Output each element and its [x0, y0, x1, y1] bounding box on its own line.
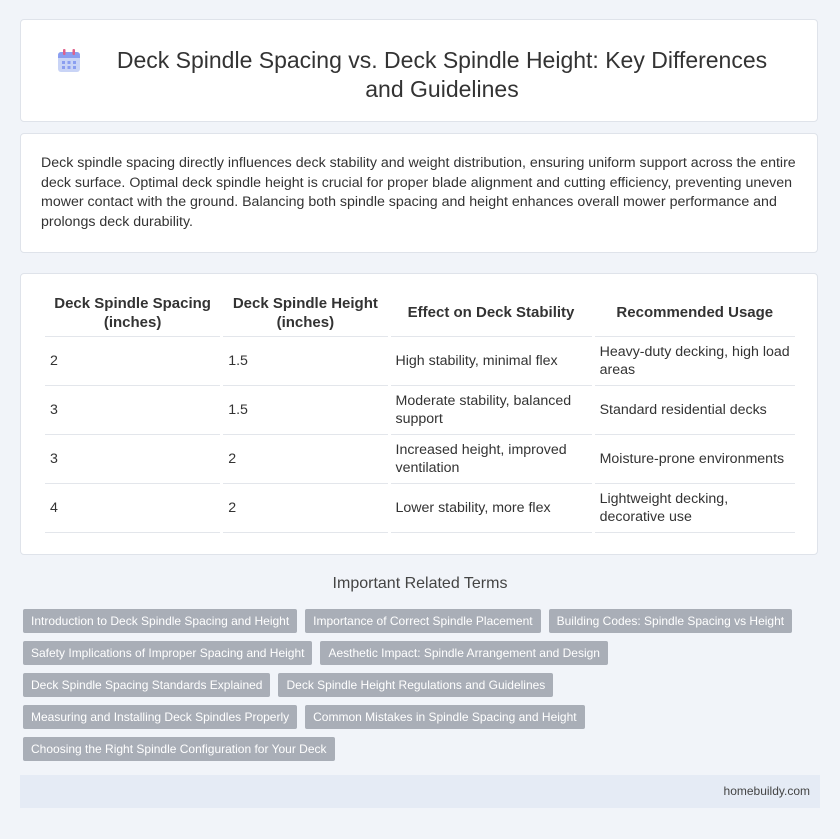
- related-term-tag[interactable]: Choosing the Right Spindle Configuration for Your Deck: [23, 737, 335, 761]
- title-card: [20, 19, 818, 122]
- footer: [20, 775, 820, 808]
- cell-spacing: 3: [45, 386, 220, 435]
- cell-height: 1.5: [223, 337, 387, 386]
- calendar-icon: [56, 48, 82, 74]
- cell-usage: Heavy-duty decking, high load areas: [595, 337, 795, 386]
- cell-spacing: 3: [45, 435, 220, 484]
- intro-paragraph: Deck spindle spacing directly influences deck stability and weight distribution, ensuring uniform support across the entire deck surface. Optimal deck spindle height is crucial for proper blade alignment and cutting efficiency, preventing uneven mower contact with the ground. Balancing both spindle spacing and height enhances overall mower performance and prolongs deck durability.: [41, 155, 796, 230]
- related-term-tag[interactable]: Building Codes: Spindle Spacing vs Height: [549, 609, 792, 633]
- table-row: [45, 386, 795, 435]
- header-spacing: Deck Spindle Spacing (inches): [45, 289, 220, 337]
- related-term-tag[interactable]: Safety Implications of Improper Spacing and Height: [23, 641, 312, 665]
- header-usage: Recommended Usage: [595, 289, 795, 337]
- header-height: Deck Spindle Height (inches): [223, 289, 387, 337]
- cell-spacing: 2: [45, 337, 220, 386]
- header-effect: Effect on Deck Stability: [391, 289, 592, 337]
- cell-effect: Lower stability, more flex: [391, 484, 592, 533]
- related-terms-heading: Important Related Terms: [332, 575, 508, 592]
- cell-usage: Moisture-prone environments: [595, 435, 795, 484]
- cell-height: 1.5: [223, 386, 387, 435]
- table-row: [45, 337, 795, 386]
- cell-effect: Moderate stability, balanced support: [391, 386, 592, 435]
- related-term-tag[interactable]: Common Mistakes in Spindle Spacing and Height: [305, 705, 584, 729]
- footer-site-name[interactable]: homebuildy.com: [723, 784, 810, 798]
- related-term-tag[interactable]: Importance of Correct Spindle Placement: [305, 609, 540, 633]
- page-title: Deck Spindle Spacing vs. Deck Spindle Height: Key Differences and Guidelines: [116, 47, 768, 102]
- related-term-tag[interactable]: Deck Spindle Spacing Standards Explained: [23, 673, 270, 697]
- cell-height: 2: [223, 484, 387, 533]
- cell-height: 2: [223, 435, 387, 484]
- cell-spacing: 4: [45, 484, 220, 533]
- table-row: [45, 484, 795, 533]
- cell-usage: Lightweight decking, decorative use: [595, 484, 795, 533]
- table-row: [45, 435, 795, 484]
- cell-effect: High stability, minimal flex: [391, 337, 592, 386]
- table-header-row: [45, 289, 795, 337]
- cell-effect: Increased height, improved ventilation: [391, 435, 592, 484]
- related-term-tag[interactable]: Introduction to Deck Spindle Spacing and Height: [23, 609, 297, 633]
- cell-usage: Standard residential decks: [595, 386, 795, 435]
- related-term-tag[interactable]: Aesthetic Impact: Spindle Arrangement and Design: [320, 641, 608, 665]
- intro-card: [20, 133, 818, 253]
- related-term-tag[interactable]: Measuring and Installing Deck Spindles Properly: [23, 705, 297, 729]
- comparison-table: [42, 289, 798, 533]
- related-terms-list: [23, 609, 793, 761]
- table-card: [20, 273, 818, 555]
- related-term-tag[interactable]: Deck Spindle Height Regulations and Guidelines: [278, 673, 553, 697]
